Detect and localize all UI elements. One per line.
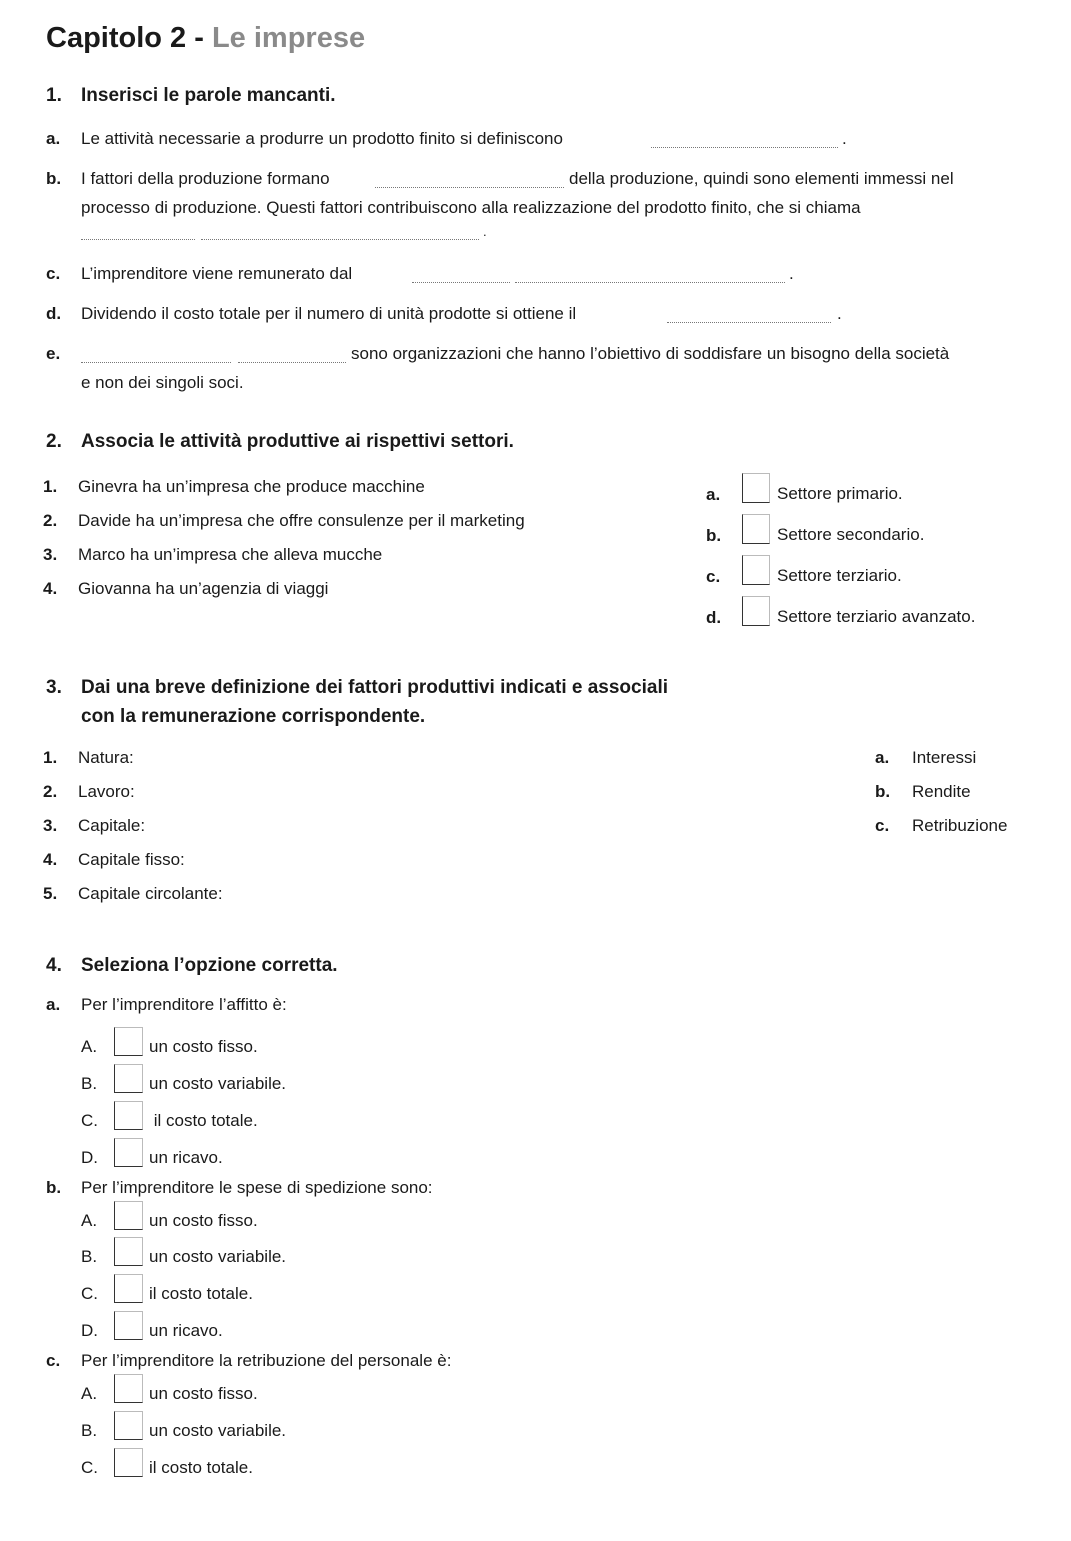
item-text: Le attività necessarie a produrre un prodotto finito si definiscono xyxy=(81,129,563,148)
option-text: Settore terziario avanzato. xyxy=(777,607,976,626)
list-item: Capitale circolante: xyxy=(78,884,223,903)
option-label: d. xyxy=(706,608,722,627)
blank-field[interactable] xyxy=(515,282,785,283)
option-text: un ricavo. xyxy=(149,1148,223,1167)
list-number: 3. xyxy=(43,545,58,564)
section-2-heading xyxy=(46,431,646,455)
section-number: 4. xyxy=(46,955,62,976)
blank-field[interactable] xyxy=(238,362,346,363)
checkbox[interactable] xyxy=(114,1411,143,1440)
section-1-heading xyxy=(46,85,646,109)
option-text: Rendite xyxy=(912,782,971,801)
question-text: Per l’imprenditore la retribuzione del personale è: xyxy=(81,1351,452,1370)
option-text: Settore secondario. xyxy=(777,525,925,544)
option-text: un costo variabile. xyxy=(149,1247,287,1266)
blank-field[interactable] xyxy=(412,282,510,283)
list-number: 1. xyxy=(43,477,58,496)
blank-field[interactable] xyxy=(375,187,564,188)
list-item: Capitale fisso: xyxy=(78,850,185,869)
page-title xyxy=(46,22,365,55)
option-letter: C. xyxy=(81,1458,98,1477)
checkbox[interactable] xyxy=(742,596,770,626)
checkbox[interactable] xyxy=(114,1311,143,1340)
section-heading-text: con la remunerazione corrispondente. xyxy=(81,706,426,727)
option-letter: C. xyxy=(81,1284,98,1303)
section-number: 3. xyxy=(46,677,62,698)
section-number: 1. xyxy=(46,85,62,106)
option-letter: A. xyxy=(81,1211,98,1230)
item-text: L’imprenditore viene remunerato dal xyxy=(81,264,353,283)
checkbox[interactable] xyxy=(742,514,770,544)
checkbox[interactable] xyxy=(114,1237,143,1266)
item-end: . xyxy=(483,224,487,239)
checkbox[interactable] xyxy=(742,555,770,585)
item-end: . xyxy=(789,264,794,283)
list-number: 2. xyxy=(43,782,58,801)
item-end: . xyxy=(837,304,842,323)
item-text: Dividendo il costo totale per il numero di unità prodotte si ottiene il xyxy=(81,304,577,323)
option-letter: B. xyxy=(81,1247,98,1266)
question-text: Per l’imprenditore le spese di spedizione sono: xyxy=(81,1178,433,1197)
option-text: un costo fisso. xyxy=(149,1384,258,1403)
checkbox[interactable] xyxy=(742,473,770,503)
item-label: b. xyxy=(46,169,62,188)
item-label: d. xyxy=(46,304,62,323)
option-letter: A. xyxy=(81,1384,98,1403)
option-label: c. xyxy=(875,816,890,835)
list-item: Giovanna ha un’agenzia di viaggi xyxy=(78,579,329,598)
option-label: b. xyxy=(706,526,722,545)
checkbox[interactable] xyxy=(114,1064,143,1093)
list-item: Marco ha un’impresa che alleva mucche xyxy=(78,545,383,564)
item-text-line2: e non dei singoli soci. xyxy=(81,373,244,392)
item-text: della produzione, quindi sono elementi immessi nel xyxy=(569,169,954,188)
checkbox[interactable] xyxy=(114,1274,143,1303)
checkbox[interactable] xyxy=(114,1374,143,1403)
option-letter: D. xyxy=(81,1148,98,1167)
list-number: 4. xyxy=(43,850,58,869)
checkbox[interactable] xyxy=(114,1101,143,1130)
question-label: b. xyxy=(46,1178,62,1197)
option-letter: D. xyxy=(81,1321,98,1340)
blank-field[interactable] xyxy=(201,239,479,240)
option-text: Settore primario. xyxy=(777,484,903,503)
list-number: 3. xyxy=(43,816,58,835)
option-text: un costo fisso. xyxy=(149,1037,258,1056)
checkbox[interactable] xyxy=(114,1027,143,1056)
question-text: Per l’imprenditore l’affitto è: xyxy=(81,995,287,1014)
item-text-line2: processo di produzione. Questi fattori contribuiscono alla realizzazione del prodotto finito, che si chiama xyxy=(81,198,861,217)
item-label: c. xyxy=(46,264,61,283)
item-label: e. xyxy=(46,344,61,363)
section-heading-text: Inserisci le parole mancanti. xyxy=(81,85,336,106)
option-letter: A. xyxy=(81,1037,98,1056)
list-number: 4. xyxy=(43,579,58,598)
option-text: il costo totale. xyxy=(149,1458,253,1477)
list-item: Ginevra ha un’impresa che produce macchine xyxy=(78,477,425,496)
option-label: b. xyxy=(875,782,891,801)
option-letter: B. xyxy=(81,1421,98,1440)
question-label: a. xyxy=(46,995,61,1014)
item-end: . xyxy=(842,129,847,148)
title-main: Capitolo 2 - xyxy=(46,22,212,54)
option-letter: B. xyxy=(81,1074,98,1093)
option-text: il costo totale. xyxy=(149,1111,258,1130)
option-letter: C. xyxy=(81,1111,98,1130)
blank-field[interactable] xyxy=(667,322,831,323)
option-text: un costo variabile. xyxy=(149,1074,287,1093)
title-accent: Le imprese xyxy=(211,22,366,54)
option-text: Interessi xyxy=(912,748,977,767)
blank-field[interactable] xyxy=(81,362,231,363)
list-item: Natura: xyxy=(78,748,134,767)
option-label: c. xyxy=(706,567,721,586)
checkbox[interactable] xyxy=(114,1138,143,1167)
option-text: Settore terziario. xyxy=(777,566,902,585)
option-text: un costo fisso. xyxy=(149,1211,258,1230)
option-text: un ricavo. xyxy=(149,1321,223,1340)
option-label: a. xyxy=(706,485,721,504)
option-label: a. xyxy=(875,748,890,767)
checkbox[interactable] xyxy=(114,1201,143,1230)
list-number: 5. xyxy=(43,884,58,903)
section-heading-text: Seleziona l’opzione corretta. xyxy=(81,955,338,976)
section-3-heading xyxy=(46,677,846,731)
section-number: 2. xyxy=(46,431,62,452)
option-text: il costo totale. xyxy=(149,1284,253,1303)
checkbox[interactable] xyxy=(114,1448,143,1477)
item-text: I fattori della produzione formano xyxy=(81,169,330,188)
blank-field[interactable] xyxy=(651,147,838,148)
list-number: 1. xyxy=(43,748,58,767)
list-item: Lavoro: xyxy=(78,782,135,801)
item-label: a. xyxy=(46,129,61,148)
section-heading-text: Dai una breve definizione dei fattori produttivi indicati e associali xyxy=(81,677,669,698)
option-text: un costo variabile. xyxy=(149,1421,287,1440)
list-number: 2. xyxy=(43,511,58,530)
blank-field[interactable] xyxy=(81,239,195,240)
section-4-heading xyxy=(46,955,646,979)
section-heading-text: Associa le attività produttive ai rispettivi settori. xyxy=(81,431,514,452)
list-item: Davide ha un’impresa che offre consulenze per il marketing xyxy=(78,511,525,530)
option-text: Retribuzione xyxy=(912,816,1008,835)
list-item: Capitale: xyxy=(78,816,146,835)
item-text: sono organizzazioni che hanno l’obiettivo di soddisfare un bisogno della società xyxy=(351,344,950,363)
question-label: c. xyxy=(46,1351,61,1370)
